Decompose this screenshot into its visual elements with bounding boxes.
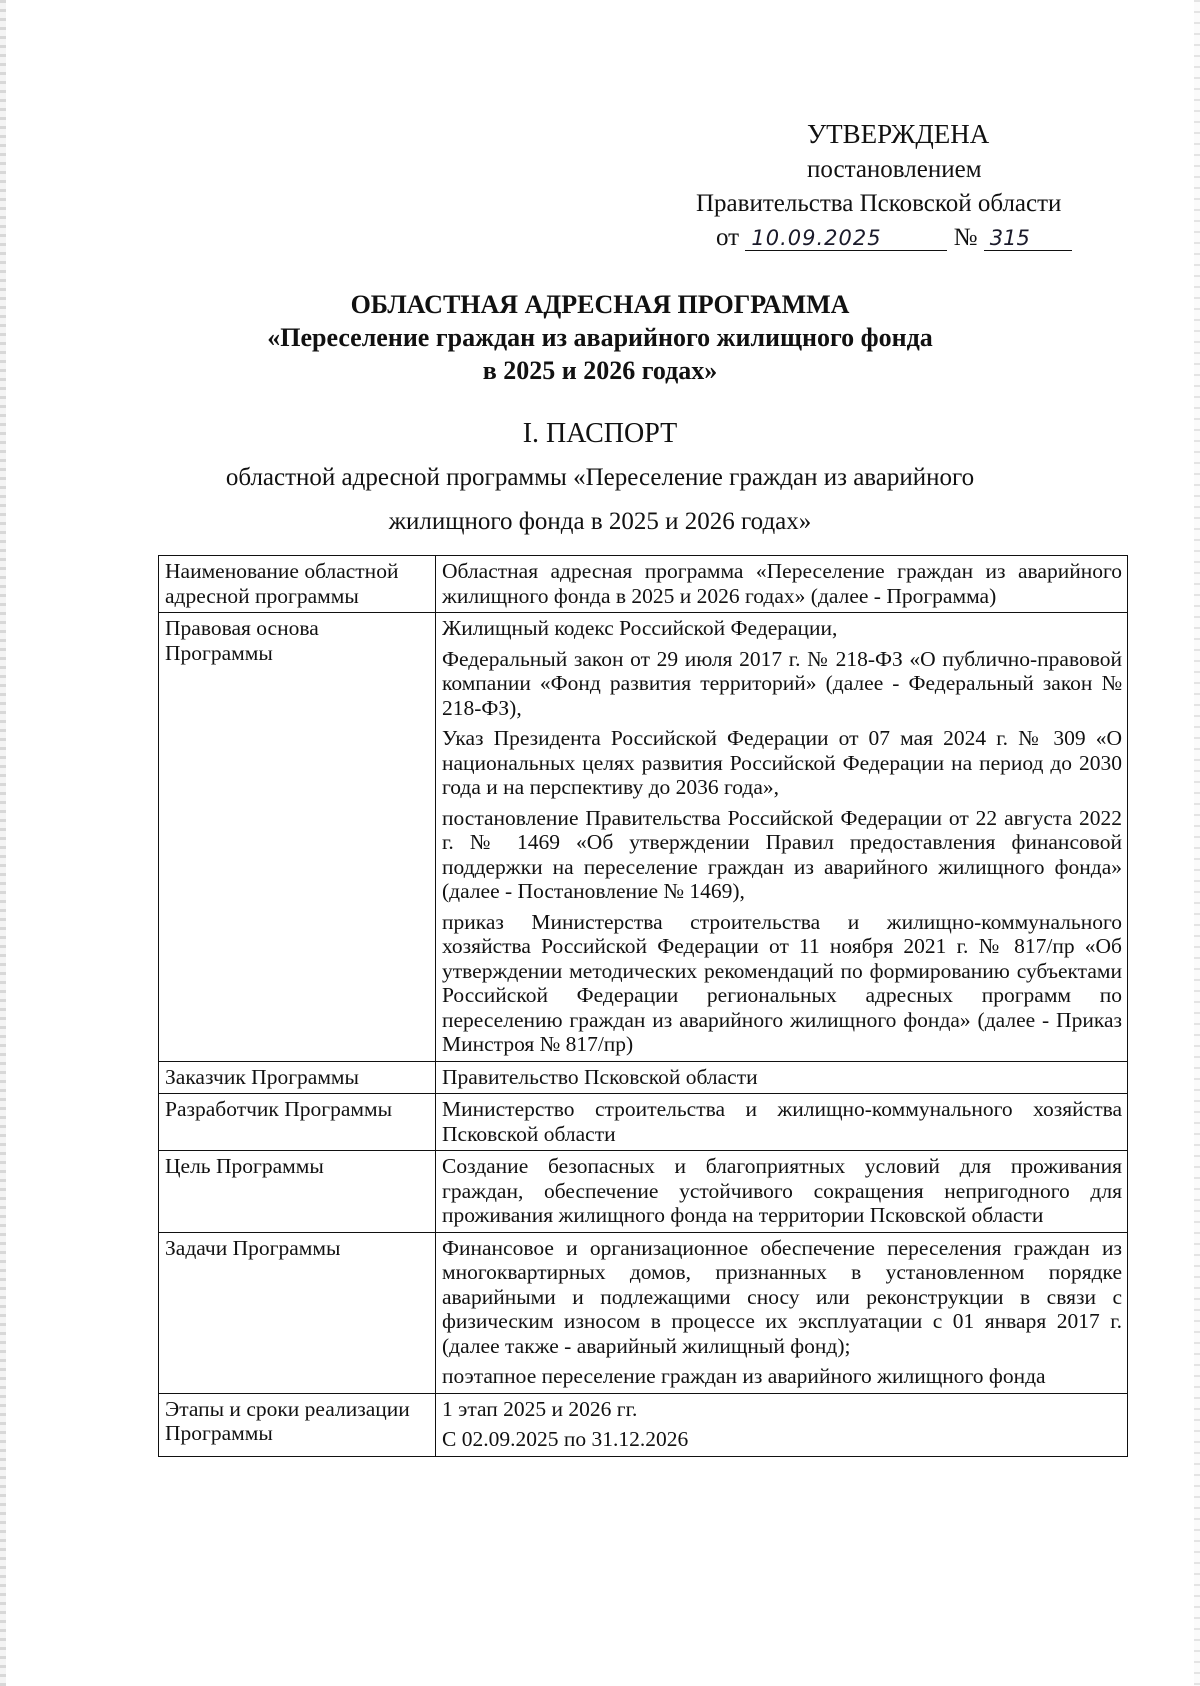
- row-value: [436, 1393, 1128, 1456]
- number-prefix: №: [953, 224, 978, 251]
- approval-date-number-line: [716, 221, 1120, 254]
- value-paragraph: Создание безопасных и благоприятных условий для проживания граждан, обеспечение устойчивого сокращения непригодного для проживания жилищного фонда на территории Псковской области: [442, 1154, 1122, 1227]
- value-paragraph: С 02.09.2025 по 31.12.2026: [442, 1427, 689, 1451]
- row-value: [436, 556, 1128, 613]
- row-label: Разработчик Программы: [159, 1094, 436, 1151]
- row-label: Задачи Программы: [159, 1232, 436, 1393]
- date-prefix: от: [716, 224, 740, 251]
- table-row: [159, 1061, 1128, 1094]
- row-label: Этапы и сроки реализации Программы: [159, 1393, 436, 1456]
- table-row: [159, 1393, 1128, 1456]
- program-title: [0, 288, 1200, 387]
- passport-heading: I. ПАСПОРТ: [522, 418, 678, 449]
- passport-subtitle-line-2: жилищного фонда в 2025 и 2026 годах»: [388, 508, 812, 535]
- table-row: [159, 1151, 1128, 1233]
- value-paragraph: Финансовое и организационное обеспечение переселения граждан из многоквартирных домов, признанных в установленном порядке аварийными и подлежащими сносу или реконструкции в связи с физическим износом в процессе их эксплуатации с 01 января 2017 г. (далее также - аварийный жилищный фонд);: [442, 1235, 1122, 1358]
- approval-government: Правительства Псковской области: [696, 190, 1062, 217]
- table-row: [159, 1232, 1128, 1393]
- value-paragraph: Областная адресная программа «Переселение граждан из аварийного жилищного фонда в 2025 и 2026 годах» (далее - Программа): [442, 559, 1122, 608]
- program-title-line-3: в 2025 и 2026 годах»: [482, 356, 718, 385]
- value-paragraph: Министерство строительства и жилищно-коммунального хозяйства Псковской области: [442, 1097, 1122, 1146]
- table-row: [159, 613, 1128, 1062]
- value-paragraph: Жилищный кодекс Российской Федерации,: [442, 616, 838, 640]
- table-row: [159, 556, 1128, 613]
- row-value: [436, 1151, 1128, 1233]
- scan-edge-left: [0, 0, 6, 1686]
- approval-block: [680, 118, 1120, 254]
- passport-subtitle-line-1: областной адресной программы «Переселение граждан из аварийного: [225, 464, 975, 491]
- row-value: [436, 613, 1128, 1062]
- value-paragraph: постановление Правительства Российской Федерации от 22 августа 2022 г. № 1469 «Об утверждении Правил предоставления финансовой поддержки на переселение граждан из аварийного жилищного фонда» (далее - Постановление № 1469),: [442, 805, 1122, 903]
- row-value: [436, 1094, 1128, 1151]
- handwritten-date: 10.09.2025: [745, 226, 947, 251]
- handwritten-number: 315: [984, 226, 1072, 251]
- value-paragraph: приказ Министерства строительства и жилищно-коммунального хозяйства Российской Федерации от 11 ноября 2021 г. № 817/пр «Об утверждении методических рекомендаций по формированию субъектами Российской Федерации региональных адресных программ по переселению граждан из аварийного жилищного фонда» (далее - Приказ Минстроя № 817/пр): [442, 909, 1122, 1056]
- value-paragraph: Правительство Псковской области: [442, 1064, 758, 1089]
- passport-subtitle: [0, 456, 1200, 544]
- program-title-line-2: «Переселение граждан из аварийного жилищного фонда: [267, 323, 933, 352]
- value-paragraph: поэтапное переселение граждан из аварийного жилищного фонда: [442, 1364, 1046, 1388]
- value-paragraph: Федеральный закон от 29 июля 2017 г. № 218-ФЗ «О публично-правовой компании «Фонд развития территорий» (далее - Федеральный закон № 218-ФЗ),: [442, 646, 1122, 720]
- row-label: Наименование областной адресной программы: [159, 556, 436, 613]
- approval-by: постановлением: [807, 156, 982, 183]
- row-label: Цель Программы: [159, 1151, 436, 1233]
- row-value: [436, 1232, 1128, 1393]
- passport-table: [158, 555, 1128, 1457]
- table-row: [159, 1094, 1128, 1151]
- program-title-line-1: ОБЛАСТНАЯ АДРЕСНАЯ ПРОГРАММА: [350, 290, 850, 319]
- value-paragraph: 1 этап 2025 и 2026 гг.: [442, 1396, 638, 1421]
- row-label: Правовая основа Программы: [159, 613, 436, 1062]
- approval-title: УТВЕРЖДЕНА: [807, 119, 990, 149]
- value-paragraph: Указ Президента Российской Федерации от 07 мая 2024 г. № 309 «О национальных целях развития Российской Федерации на период до 2030 года и на перспективу до 2036 года»,: [442, 726, 1122, 799]
- row-value: [436, 1061, 1128, 1094]
- scan-edge-right: [1194, 0, 1200, 1686]
- row-label: Заказчик Программы: [159, 1061, 436, 1094]
